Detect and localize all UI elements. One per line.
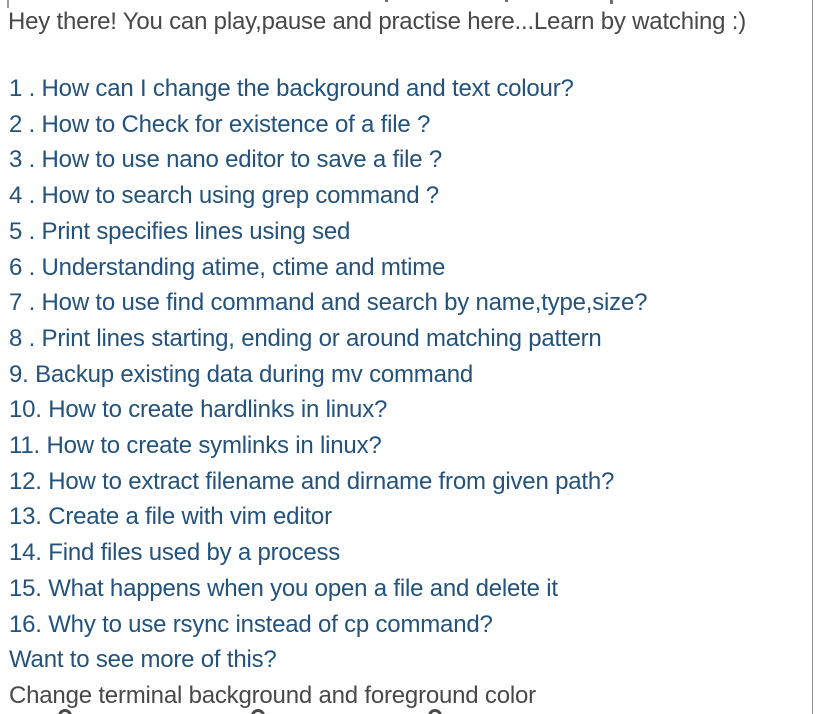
question-link-6[interactable]: 6 . Understanding atime, ctime and mtime xyxy=(9,253,446,281)
question-link-4[interactable]: 4 . How to search using grep command ? xyxy=(9,182,439,210)
footer-text: Change terminal background and foreground color xyxy=(9,681,536,709)
question-link-14[interactable]: 14. Find files used by a process xyxy=(9,539,341,567)
cutoff-glyph-fragment xyxy=(505,0,508,2)
question-link-1[interactable]: 1 . How can I change the background and text colour? xyxy=(9,75,574,102)
question-link-list xyxy=(9,71,806,714)
cutoff-glyph-fragment xyxy=(7,0,9,8)
question-link-11[interactable]: 11. How to create symlinks in linux? xyxy=(9,432,382,460)
question-link-7[interactable]: 7 . How to use find command and search by name,type,size? xyxy=(9,289,648,317)
question-link-3[interactable]: 3 . How to use nano editor to save a file ? xyxy=(9,146,442,174)
question-link-2[interactable]: 2 . How to Check for existence of a file ? xyxy=(9,110,431,138)
question-link-9[interactable]: 9. Backup existing data during mv command xyxy=(9,360,474,388)
want-more-link[interactable]: Want to see more of this? xyxy=(9,646,277,674)
question-link-16[interactable]: 16. Why to use rsync instead of cp command? xyxy=(9,610,493,638)
question-link-15[interactable]: 15. What happens when you open a file and delete it xyxy=(9,574,558,602)
panel-right-border xyxy=(812,0,813,714)
question-link-5[interactable]: 5 . Print specifies lines using sed xyxy=(9,217,351,245)
question-link-8[interactable]: 8 . Print lines starting, ending or around matching pattern xyxy=(9,324,602,352)
question-link-12[interactable]: 12. How to extract filename and dirname from given path? xyxy=(9,467,615,495)
question-link-10[interactable]: 10. How to create hardlinks in linux? xyxy=(9,396,388,424)
question-link-13[interactable]: 13. Create a file with vim editor xyxy=(9,503,332,531)
cutoff-glyph-fragment xyxy=(385,0,388,2)
cutoff-glyph-fragment xyxy=(610,0,613,4)
intro-text: Hey there! You can play,pause and practise here...Learn by watching :) xyxy=(8,8,747,35)
